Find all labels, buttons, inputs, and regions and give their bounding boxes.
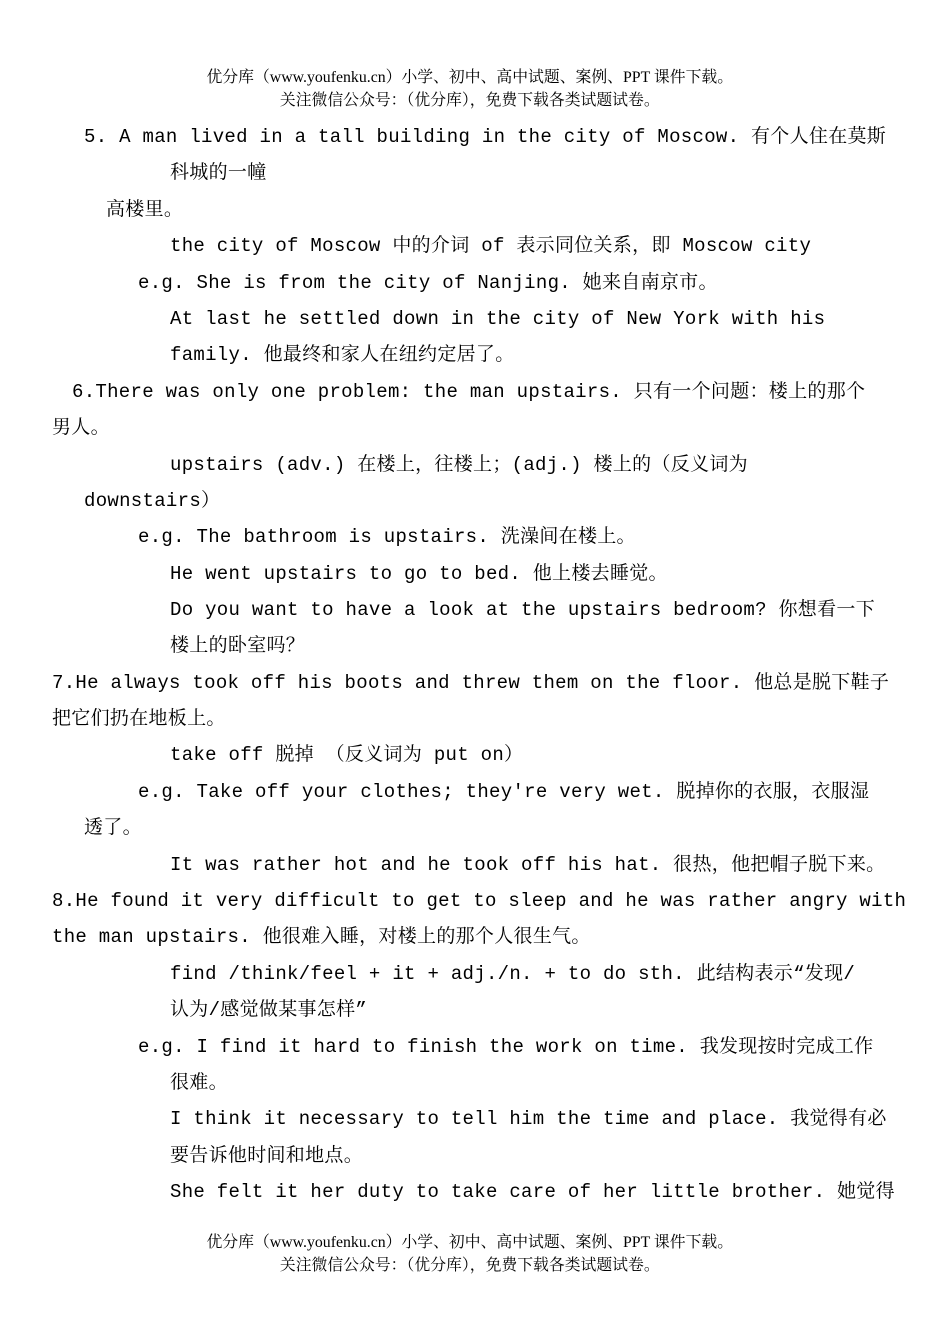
example-line: e.g. The bathroom is upstairs. 洗澡间在楼上。: [138, 526, 636, 548]
item-6-line: 男人。: [52, 417, 110, 439]
item-5-line: 科城的一幢: [170, 162, 267, 184]
example-line: 很难。: [170, 1072, 228, 1094]
header-line-2: 关注微信公众号：（优分库），免费下载各类试题试卷。: [279, 92, 660, 109]
note-line: take off 脱掉 （反义词为 put on）: [170, 744, 524, 766]
example-line: Do you want to have a look at the upstairs bedroom? 你想看一下: [170, 599, 875, 621]
footer-line-2: 关注微信公众号：（优分库），免费下载各类试题试卷。: [279, 1257, 660, 1274]
header-line-1: 优分库（www.youfenku.cn）小学、初中、高中试题、案例、PPT 课件下载。: [206, 69, 734, 86]
example-line: At last he settled down in the city of New York with his: [170, 308, 826, 330]
example-line: e.g. She is from the city of Nanjing. 她来自南京市。: [138, 272, 718, 294]
note-line: 认为/感觉做某事怎样”: [170, 999, 368, 1021]
example-line: e.g. Take off your clothes; they're very wet. 脱掉你的衣服，衣服湿: [138, 781, 870, 803]
example-line: He went upstairs to go to bed. 他上楼去睡觉。: [170, 563, 668, 585]
item-7-line: 把它们扔在地板上。: [52, 708, 226, 730]
note-line: downstairs）: [84, 490, 221, 512]
example-line: It was rather hot and he took off his hat. 很热，他把帽子脱下来。: [170, 854, 886, 876]
item-6-line: 6.There was only one problem: the man upstairs. 只有一个问题：楼上的那个: [72, 381, 866, 403]
example-line: family. 他最终和家人在纽约定居了。: [170, 344, 515, 366]
example-line: e.g. I find it hard to finish the work on time. 我发现按时完成工作: [138, 1036, 874, 1058]
example-line: 楼上的卧室吗？: [170, 635, 306, 657]
item-8-line: 8.He found it very difficult to get to sleep and he was rather angry with: [52, 890, 907, 912]
example-line: She felt it her duty to take care of her little brother. 她觉得: [170, 1181, 895, 1203]
example-line: 要告诉他时间和地点。: [170, 1145, 364, 1167]
note-line: upstairs (adv.) 在楼上，往楼上；(adj.) 楼上的（反义词为: [170, 454, 748, 476]
footer-line-1: 优分库（www.youfenku.cn）小学、初中、高中试题、案例、PPT 课件下载。: [206, 1234, 734, 1251]
item-7-line: 7.He always took off his boots and threw them on the floor. 他总是脱下鞋子: [52, 672, 890, 694]
item-5-line: 高楼里。: [106, 199, 184, 221]
note-line: find /think/feel + it + adj./n. + to do sth. 此结构表示“发现/: [170, 963, 856, 985]
example-line: 透了。: [84, 817, 142, 839]
item-5-line: 5. A man lived in a tall building in the city of Moscow. 有个人住在莫斯: [84, 126, 887, 148]
note-line: the city of Moscow 中的介词 of 表示同位关系，即 Moscow city: [170, 235, 812, 257]
item-8-line: the man upstairs. 他很难入睡，对楼上的那个人很生气。: [52, 926, 591, 948]
example-line: I think it necessary to tell him the time and place. 我觉得有必: [170, 1108, 887, 1130]
